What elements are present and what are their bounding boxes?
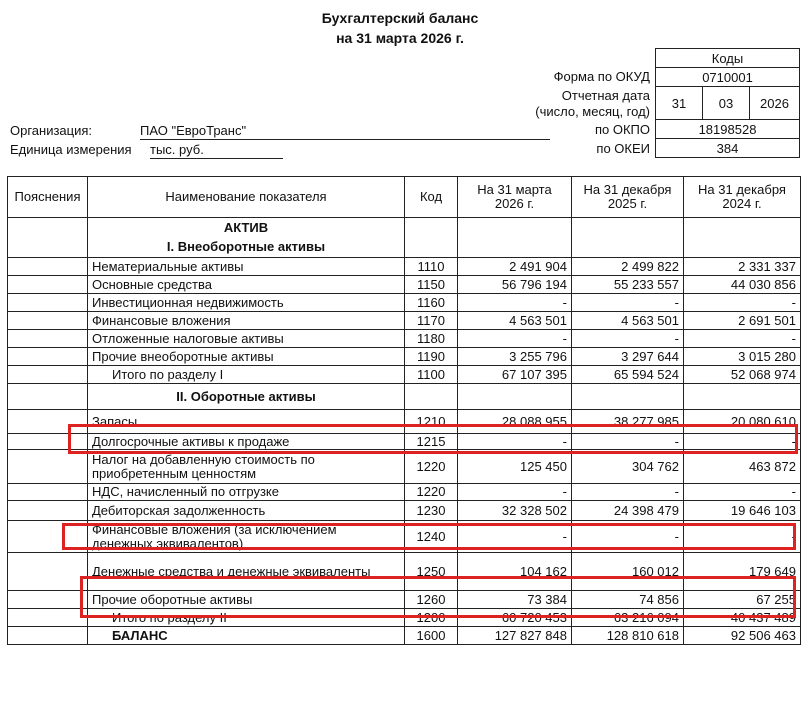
date-label-1: Отчетная дата — [561, 88, 650, 103]
row-v2: - — [572, 294, 684, 312]
row-code: 1230 — [405, 501, 458, 521]
row-code: 1190 — [405, 348, 458, 366]
row-code: 1215 — [405, 434, 458, 450]
row-v3: - — [684, 294, 801, 312]
table-row — [8, 294, 801, 312]
row-v1: - — [458, 330, 572, 348]
row-name: Отложенные налоговые активы — [88, 330, 405, 348]
date-label-2: (число, месяц, год) — [535, 104, 650, 119]
row-v3: 19 646 103 — [684, 501, 801, 521]
row-v1: 104 162 — [458, 553, 572, 591]
row-name: НДС, начисленный по отгрузке — [88, 484, 405, 501]
row-v2: 74 856 — [572, 591, 684, 609]
aktiv-row — [8, 218, 801, 238]
table-row — [8, 258, 801, 276]
row-name: БАЛАНС — [88, 627, 405, 645]
date-year: 2026 — [749, 86, 800, 120]
row-v1: 73 384 — [458, 591, 572, 609]
row-v3: - — [684, 484, 801, 501]
section1-heading: I. Внеоборотные активы — [88, 238, 405, 258]
row-code: 1170 — [405, 312, 458, 330]
aktiv-heading: АКТИВ — [88, 218, 405, 238]
okei-label: по ОКЕИ — [596, 141, 650, 156]
row-v1: 2 491 904 — [458, 258, 572, 276]
table-header-row — [8, 177, 801, 218]
row-v2: - — [572, 484, 684, 501]
row-v2: 128 810 618 — [572, 627, 684, 645]
row-v3: 463 872 — [684, 450, 801, 484]
row-v1: - — [458, 484, 572, 501]
row-name: Итого по разделу I — [88, 366, 405, 384]
row-name: Итого по разделу II — [88, 609, 405, 627]
codes-heading: Коды — [655, 48, 800, 68]
row-code: 1260 — [405, 591, 458, 609]
row-name: Налог на добавленную стоимость по приобретенным ценностям — [88, 450, 405, 484]
section1-row — [8, 238, 801, 258]
row-code: 1200 — [405, 609, 458, 627]
row-name: Финансовые вложения (за исключением денежных эквивалентов) — [88, 521, 405, 553]
row-v3: 3 015 280 — [684, 348, 801, 366]
row-v3: 40 437 489 — [684, 609, 801, 627]
balance-table — [7, 176, 801, 645]
table-row — [8, 348, 801, 366]
row-v3: 2 331 337 — [684, 258, 801, 276]
row-v1: - — [458, 434, 572, 450]
row-code: 1110 — [405, 258, 458, 276]
row-v2: 4 563 501 — [572, 312, 684, 330]
row-v3: - — [684, 434, 801, 450]
row-v3: - — [684, 330, 801, 348]
row-name: Денежные средства и денежные эквиваленты — [88, 553, 405, 591]
row-v2: 63 216 094 — [572, 609, 684, 627]
unit-value: тыс. руб. — [150, 142, 283, 159]
highlight-zapasy — [68, 424, 798, 454]
row-code: 1150 — [405, 276, 458, 294]
row-v2: 55 233 557 — [572, 276, 684, 294]
row-v1: 67 107 395 — [458, 366, 572, 384]
table-row — [8, 330, 801, 348]
header-name: Наименование показателя — [88, 177, 405, 218]
table-row — [8, 312, 801, 330]
row-code: 1100 — [405, 366, 458, 384]
unit-label: Единица измерения — [10, 142, 132, 157]
row-code: 1600 — [405, 627, 458, 645]
row-name: Инвестиционная недвижимость — [88, 294, 405, 312]
row-code: 1250 — [405, 553, 458, 591]
okpo-label: по ОКПО — [594, 122, 650, 137]
highlight-debitorskaya — [62, 523, 796, 550]
date-month: 03 — [702, 86, 750, 120]
row-v1: 28 088 955 — [458, 410, 572, 434]
okei-value: 384 — [655, 138, 800, 158]
row-v2: 160 012 — [572, 553, 684, 591]
table-row — [8, 627, 801, 645]
header-col1: На 31 марта 2026 г. — [458, 177, 572, 218]
header-code: Код — [405, 177, 458, 218]
header-notes: Пояснения — [8, 177, 88, 218]
row-v2: 3 297 644 — [572, 348, 684, 366]
row-v3: 179 649 — [684, 553, 801, 591]
row-name: Финансовые вложения — [88, 312, 405, 330]
table-row — [8, 450, 801, 484]
row-v3: 52 068 974 — [684, 366, 801, 384]
row-v2: - — [572, 521, 684, 553]
row-name: Прочие внеоборотные активы — [88, 348, 405, 366]
row-code: 1160 — [405, 294, 458, 312]
row-name: Дебиторская задолженность — [88, 501, 405, 521]
row-code: 1240 — [405, 521, 458, 553]
row-v1: 125 450 — [458, 450, 572, 484]
row-v2: 38 277 985 — [572, 410, 684, 434]
row-v2: 2 499 822 — [572, 258, 684, 276]
row-v1: 60 720 453 — [458, 609, 572, 627]
row-v3: 44 030 856 — [684, 276, 801, 294]
document-title: Бухгалтерский баланс — [321, 10, 479, 26]
row-v3: - — [684, 521, 801, 553]
section2-heading: II. Оборотные активы — [88, 384, 405, 410]
table-row — [8, 276, 801, 294]
row-v3: 20 080 610 — [684, 410, 801, 434]
row-v1: 4 563 501 — [458, 312, 572, 330]
date-day: 31 — [655, 86, 703, 120]
row-v1: 3 255 796 — [458, 348, 572, 366]
row-v1: 56 796 194 — [458, 276, 572, 294]
okud-value: 0710001 — [655, 67, 800, 87]
row-v1: 127 827 848 — [458, 627, 572, 645]
table-row — [8, 501, 801, 521]
row-v1: 32 328 502 — [458, 501, 572, 521]
org-label: Организация: — [10, 123, 93, 138]
table-row — [8, 366, 801, 384]
row-v2: 304 762 — [572, 450, 684, 484]
row-name: Запасы — [88, 410, 405, 434]
row-v2: 24 398 479 — [572, 501, 684, 521]
header-col2: На 31 декабря 2025 г. — [572, 177, 684, 218]
row-name: Прочие оборотные активы — [88, 591, 405, 609]
section2-row — [8, 384, 801, 410]
row-name: Основные средства — [88, 276, 405, 294]
row-v2: - — [572, 434, 684, 450]
row-v3: 92 506 463 — [684, 627, 801, 645]
okud-label: Форма по ОКУД — [553, 69, 650, 84]
row-name: Долгосрочные активы к продаже — [88, 434, 405, 450]
row-code: 1220 — [405, 484, 458, 501]
okpo-value: 18198528 — [655, 119, 800, 139]
table-row — [8, 484, 801, 501]
row-code: 1210 — [405, 410, 458, 434]
row-code: 1180 — [405, 330, 458, 348]
document-subtitle: на 31 марта 2026 г. — [336, 30, 464, 46]
row-name: Нематериальные активы — [88, 258, 405, 276]
highlight-denezhnye — [80, 576, 796, 618]
row-v2: - — [572, 330, 684, 348]
row-v1: - — [458, 521, 572, 553]
row-v3: 2 691 501 — [684, 312, 801, 330]
row-v2: 65 594 524 — [572, 366, 684, 384]
row-v3: 67 255 — [684, 591, 801, 609]
row-v1: - — [458, 294, 572, 312]
header-col3: На 31 декабря 2024 г. — [684, 177, 801, 218]
org-value: ПАО "ЕвроТранс" — [140, 123, 550, 140]
row-code: 1220 — [405, 450, 458, 484]
